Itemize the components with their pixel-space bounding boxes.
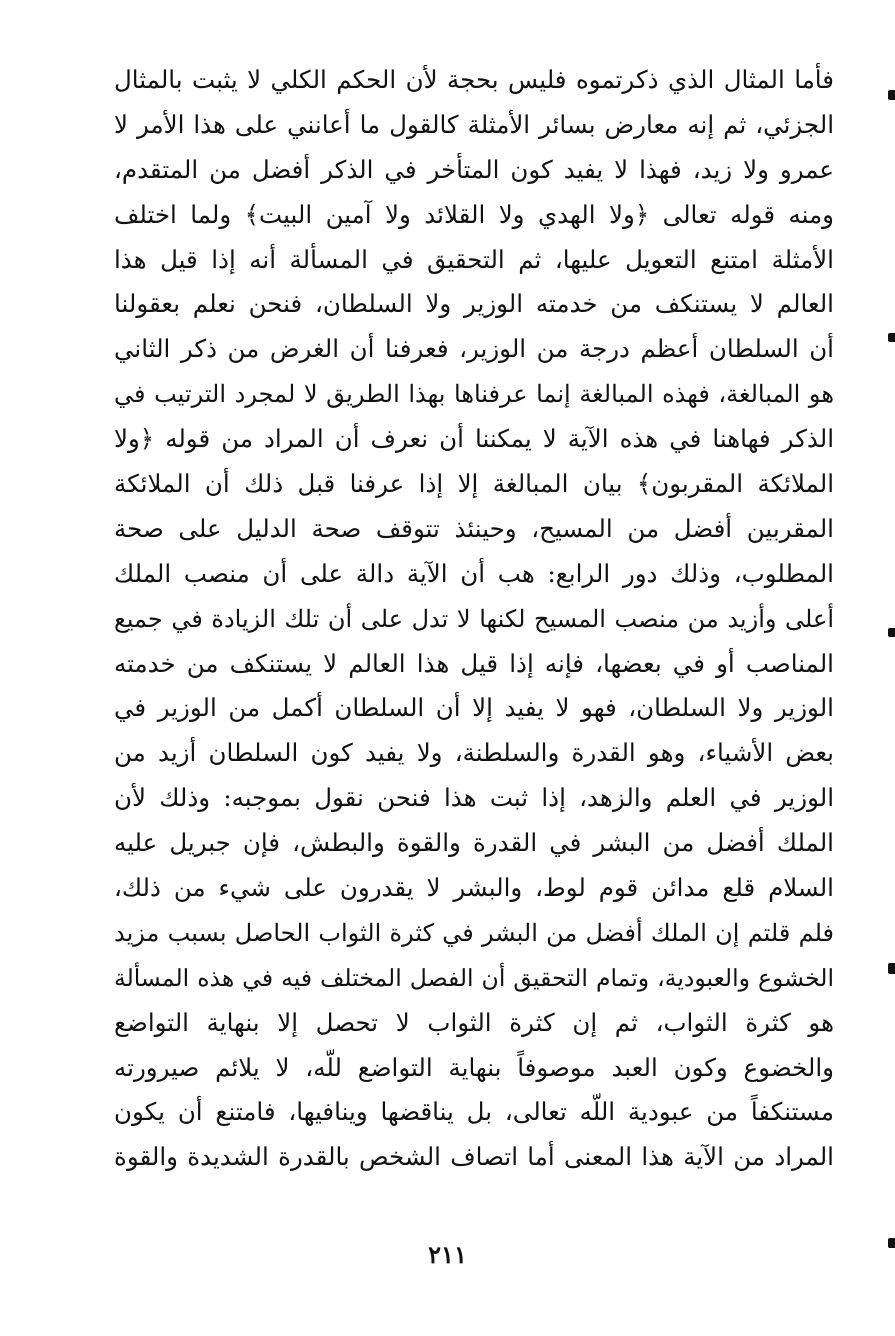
scan-edge-mark bbox=[888, 628, 895, 637]
body-text bbox=[114, 58, 834, 1180]
text-line: العالم لا يستنكف من خدمته الوزير ولا السلطان، فنحن نعلم بعقولنا bbox=[114, 289, 834, 319]
text-line: الوزير في العلم والزهد، إذا ثبت هذا فنحن نقول بموجبه: وذلك لأن bbox=[114, 783, 834, 813]
text-line: فأما المثال الذي ذكرتموه فليس بحجة لأن الحكم الكلي لا يثبت بالمثال bbox=[114, 65, 834, 94]
text-line: الملائكة المقربون﴾ بيان المبالغة إلا إذا عرفنا قبل ذلك أن الملائكة bbox=[114, 469, 834, 499]
text-line: الوزير ولا السلطان، فهو لا يفيد إلا أن السلطان أكمل من الوزير في bbox=[114, 693, 834, 723]
text-line: المناصب أو في بعضها، فإنه إذا قيل هذا العالم لا يستنكف من خدمته bbox=[114, 648, 834, 678]
page-number: ٢١١ bbox=[428, 1240, 467, 1269]
text-line: المراد من الآية هذا المعنى أما اتصاف الشخص بالقدرة الشديدة والقوة bbox=[114, 1142, 834, 1172]
text-line: أن السلطان أعظم درجة من الوزير، فعرفنا أن الغرض من ذكر الثاني bbox=[114, 334, 834, 364]
text-line: الأمثلة امتنع التعويل عليها، ثم التحقيق في المسألة أنه إذا قيل هذا bbox=[114, 244, 834, 274]
text-line: الجزئي، ثم إنه معارض بسائر الأمثلة كالقول ما أعانني على هذا الأمر لا bbox=[114, 109, 834, 139]
text-line: المقربين أفضل من المسيح، وحينئذ تتوقف صحة الدليل على صحة bbox=[114, 513, 834, 543]
text-line: عمرو ولا زيد، فهذا لا يفيد كون المتأخر في الذكر أفضل من المتقدم، bbox=[114, 154, 834, 184]
scan-edge-mark bbox=[888, 1238, 895, 1248]
text-line: بعض الأشياء، وهو القدرة والسلطنة، ولا يفيد كون السلطان أزيد من bbox=[114, 738, 834, 768]
text-line: هو المبالغة، فهذه المبالغة إنما عرفناها بهذا الطريق لا لمجرد الترتيب في bbox=[114, 380, 834, 409]
text-line: فلم قلتم إن الملك أفضل من البشر في كثرة الثواب الحاصل بسبب مزيد bbox=[114, 918, 834, 947]
text-line: الذكر فهاهنا في هذه الآية لا يمكننا أن نعرف أن المراد من قوله ﴿ولا bbox=[114, 424, 834, 454]
text-line: المطلوب، وذلك دور الرابع: هب أن الآية دالة على أن منصب الملك bbox=[114, 558, 834, 588]
scan-edge-mark bbox=[888, 90, 895, 100]
scan-edge-mark bbox=[888, 963, 895, 974]
text-line: مستنكفاً من عبودية اللّه تعالى، بل يناقضها وينافيها، فامتنع أن يكون bbox=[114, 1097, 834, 1127]
text-line: ومنه قوله تعالى ﴿ولا الهدي ولا القلائد ولا آمين البيت﴾ ولما اختلف bbox=[114, 199, 834, 229]
scan-edge-mark bbox=[888, 333, 895, 342]
text-line: الملك أفضل من البشر في القدرة والقوة والبطش، فإن جبريل عليه bbox=[114, 828, 834, 858]
text-line: هو كثرة الثواب، ثم إن كثرة الثواب لا تحصل إلا بنهاية التواضع bbox=[114, 1007, 834, 1037]
text-line: أعلى وأزيد من منصب المسيح لكنها لا تدل على أن تلك الزيادة في جميع bbox=[114, 604, 834, 633]
text-line: الخشوع والعبودية، وتمام التحقيق أن الفصل المختلف فيه في هذه المسألة bbox=[114, 963, 834, 992]
text-line: السلام قلع مدائن قوم لوط، والبشر لا يقدرون على شيء من ذلك، bbox=[114, 873, 834, 903]
text-line: والخضوع وكون العبد موصوفاً بنهاية التواضع للّه، لا يلائم صيرورته bbox=[114, 1052, 834, 1082]
